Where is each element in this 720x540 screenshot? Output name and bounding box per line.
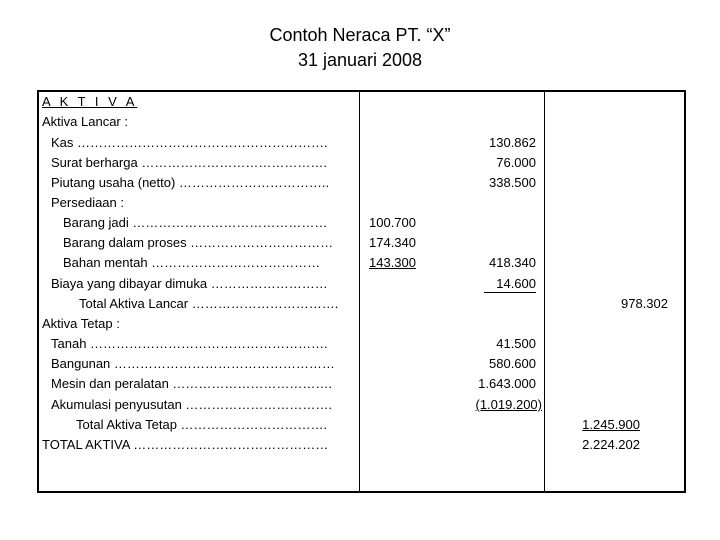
value-barang-dalam-proses: 174.340 <box>369 235 416 250</box>
document-title: Contoh Neraca PT. “X” <box>269 25 451 45</box>
label-tanah: Tanah ………………………………………………. <box>51 336 328 351</box>
label-bangunan: Bangunan …………………………………………… <box>51 356 335 371</box>
label-aktiva-lancar: Aktiva Lancar : <box>42 114 128 129</box>
value-biaya-dibayar-dimuka: 14.600 <box>484 276 536 293</box>
value-surat-berharga: 76.000 <box>496 155 536 170</box>
value-mesin-peralatan: 1.643.000 <box>478 376 536 391</box>
document-date: 31 januari 2008 <box>297 50 423 70</box>
value-total-aktiva-tetap: 1.245.900 <box>582 417 640 432</box>
value-persediaan-total: 418.340 <box>489 255 536 270</box>
label-barang-dalam-proses: Barang dalam proses …………………………… <box>63 235 334 250</box>
label-mesin-peralatan: Mesin dan peralatan ………………………………. <box>51 376 333 391</box>
label-surat-berharga: Surat berharga ……………………………………. <box>51 155 327 170</box>
value-bahan-mentah: 143.300 <box>369 255 416 270</box>
label-biaya-dibayar-dimuka: Biaya yang dibayar dimuka ……………………… <box>51 276 328 291</box>
label-barang-jadi: Barang jadi ……………………………………… <box>63 215 328 230</box>
label-akumulasi-penyusutan: Akumulasi penyusutan ……………………………. <box>51 397 333 412</box>
value-total-aktiva: 2.224.202 <box>582 437 640 452</box>
column-divider-1 <box>359 90 360 493</box>
label-bahan-mentah: Bahan mentah ………………………………… <box>63 255 321 270</box>
value-kas: 130.862 <box>489 135 536 150</box>
label-persediaan: Persediaan : <box>51 195 124 210</box>
column-divider-2 <box>544 90 545 493</box>
value-tanah: 41.500 <box>496 336 536 351</box>
label-kas: Kas …………………………………………………. <box>51 135 328 150</box>
label-total-aktiva-tetap: Total Aktiva Tetap ……………………………. <box>76 417 328 432</box>
label-total-aktiva: TOTAL AKTIVA ……………………………………… <box>42 437 329 452</box>
value-piutang-usaha: 338.500 <box>489 175 536 190</box>
label-piutang-usaha: Piutang usaha (netto) …………………………….. <box>51 175 330 190</box>
value-total-aktiva-lancar: 978.302 <box>621 296 668 311</box>
value-akumulasi-penyusutan: (1.019.200) <box>475 397 542 412</box>
label-total-aktiva-lancar: Total Aktiva Lancar ……………………………. <box>79 296 339 311</box>
value-bangunan: 580.600 <box>489 356 536 371</box>
section-header-aktiva: A K T I V A <box>42 94 138 109</box>
value-barang-jadi: 100.700 <box>369 215 416 230</box>
label-aktiva-tetap: Aktiva Tetap : <box>42 316 120 331</box>
